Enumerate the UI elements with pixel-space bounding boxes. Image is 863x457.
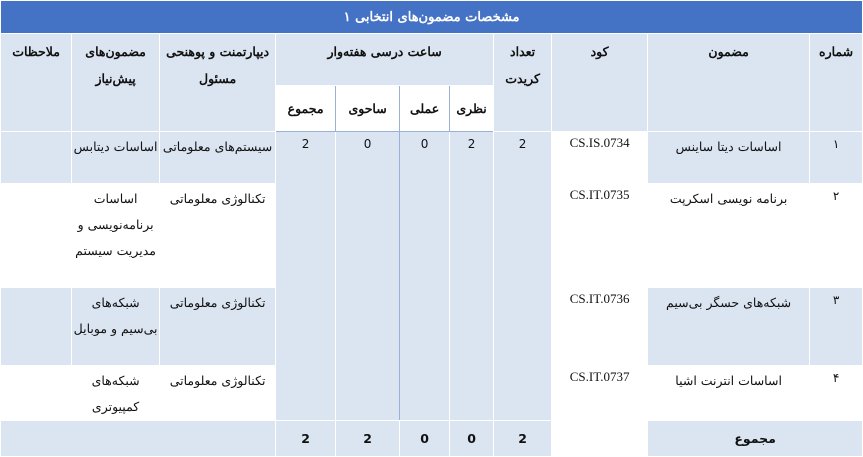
header-code: کود <box>552 34 648 132</box>
totals-blank <box>1 421 276 457</box>
header-field: ساحوی <box>336 86 400 132</box>
header-notes: ملاحظات <box>1 34 72 132</box>
row-number: ۳ <box>810 288 863 366</box>
row-number: ۲ <box>810 184 863 288</box>
subject-cell: اساسات دیتا ساینس <box>648 132 810 184</box>
total-cell: 2 <box>276 132 336 421</box>
totals-practical: 0 <box>400 421 450 457</box>
notes-cell <box>1 132 72 184</box>
table-row <box>1 132 863 184</box>
header-practical: عملی <box>400 86 450 132</box>
prerequisite-cell: اساسات دیتابس <box>72 132 160 184</box>
field-cell: 0 <box>336 132 400 421</box>
totals-total: 2 <box>276 421 336 457</box>
totals-code-blank <box>552 421 648 457</box>
subject-cell: برنامه نویسی اسکرپت <box>648 184 810 288</box>
table-title: مشخصات مضمون‌های انتخابی ۱ <box>1 1 863 34</box>
row-number: ۴ <box>810 366 863 421</box>
notes-cell <box>1 288 72 366</box>
prerequisite-cell: اساسات برنامه‌نویسی و مدیریت سیستم <box>72 184 160 288</box>
department-cell: تکنالوژی معلوماتی <box>160 366 276 421</box>
row-number: ۱ <box>810 132 863 184</box>
code-cell: CS.IT.0737 <box>552 366 648 421</box>
department-cell: تکنالوژی معلوماتی <box>160 184 276 288</box>
totals-credits: 2 <box>494 421 552 457</box>
header-theory: نظری <box>450 86 494 132</box>
header-row-no: شماره <box>810 34 863 132</box>
department-cell: سیستم‌های معلوماتی <box>160 132 276 184</box>
header-total: مجموع <box>276 86 336 132</box>
practical-cell: 0 <box>400 132 450 421</box>
title-row <box>1 1 863 34</box>
totals-theory: 0 <box>450 421 494 457</box>
header-subject: مضمون <box>648 34 810 132</box>
totals-row <box>1 421 863 457</box>
subject-cell: شبکه‌های حسگر بی‌سیم <box>648 288 810 366</box>
theory-cell: 2 <box>450 132 494 421</box>
credits-cell: 2 <box>494 132 552 421</box>
subject-cell: اساسات انترنت اشیا <box>648 366 810 421</box>
header-weekly-hours: ساعت درسی هفته‌وار <box>276 34 494 86</box>
prerequisite-cell: شبکه‌های بی‌سیم و موبایل <box>72 288 160 366</box>
notes-cell <box>1 184 72 288</box>
header-prerequisites: مضمون‌های پیش‌نیاز <box>72 34 160 132</box>
code-cell: CS.IT.0735 <box>552 184 648 288</box>
prerequisite-cell: شبکه‌های کمپیوتری <box>72 366 160 421</box>
totals-label: مجموع <box>648 421 863 457</box>
code-cell: CS.IS.0734 <box>552 132 648 184</box>
department-cell: تکنالوژی معلوماتی <box>160 288 276 366</box>
header-department: دیپارتمنت و پوهنحی مسئول <box>160 34 276 132</box>
header-credits: تعداد کریدت <box>494 34 552 132</box>
totals-field: 2 <box>336 421 400 457</box>
code-cell: CS.IT.0736 <box>552 288 648 366</box>
header-row-1 <box>1 34 863 86</box>
notes-cell <box>1 366 72 421</box>
